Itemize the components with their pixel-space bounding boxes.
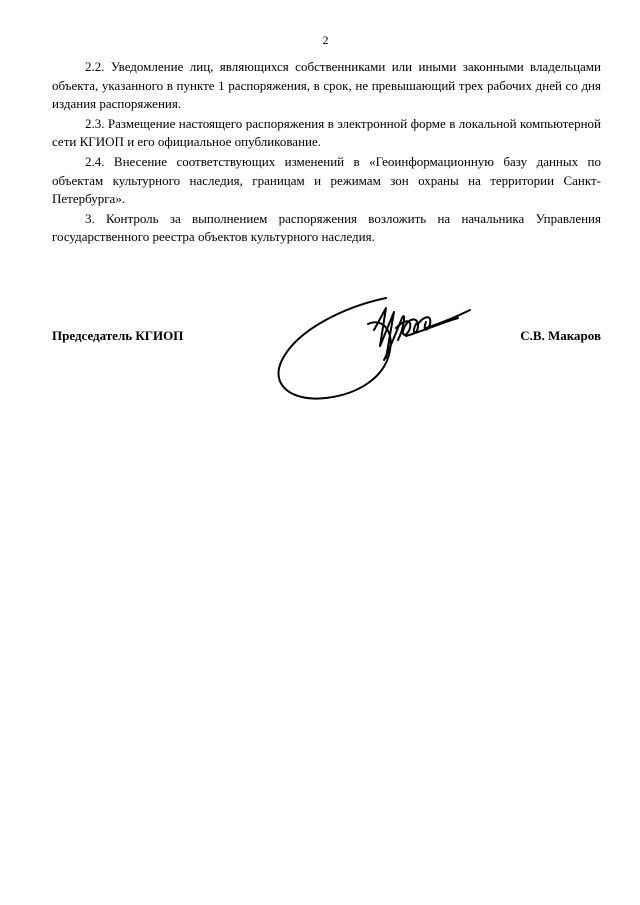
signatory-title: Председатель КГИОП — [52, 328, 184, 343]
paragraph-3: 3. Контроль за выполнением распоряжения возложить на начальника Управления государственного реестра объектов культурного наследия. — [52, 210, 601, 245]
paragraph-2-4: 2.4. Внесение соответствующих изменений в «Геоинформационную базу данных по объектам культурного наследия, границам и режимам зон охраны на территории Санкт-Петербурга». — [52, 153, 601, 207]
document-body — [52, 58, 601, 248]
handwritten-signature — [268, 288, 478, 408]
paragraph-2-3: 2.3. Размещение настоящего распоряжения в электронной форме в локальной компьютерной сети КГИОП и его официальное опубликование. — [52, 115, 601, 150]
page-number: 2 — [322, 33, 329, 47]
signatory-name: С.В. Макаров — [520, 328, 601, 343]
paragraph-2-2: 2.2. Уведомление лиц, являющихся собственниками или иными законными владельцами объекта, указанного в пункте 1 распоряжения, в срок, не превышающий трех рабочих дней со дня издания распоряжения. — [52, 59, 601, 112]
